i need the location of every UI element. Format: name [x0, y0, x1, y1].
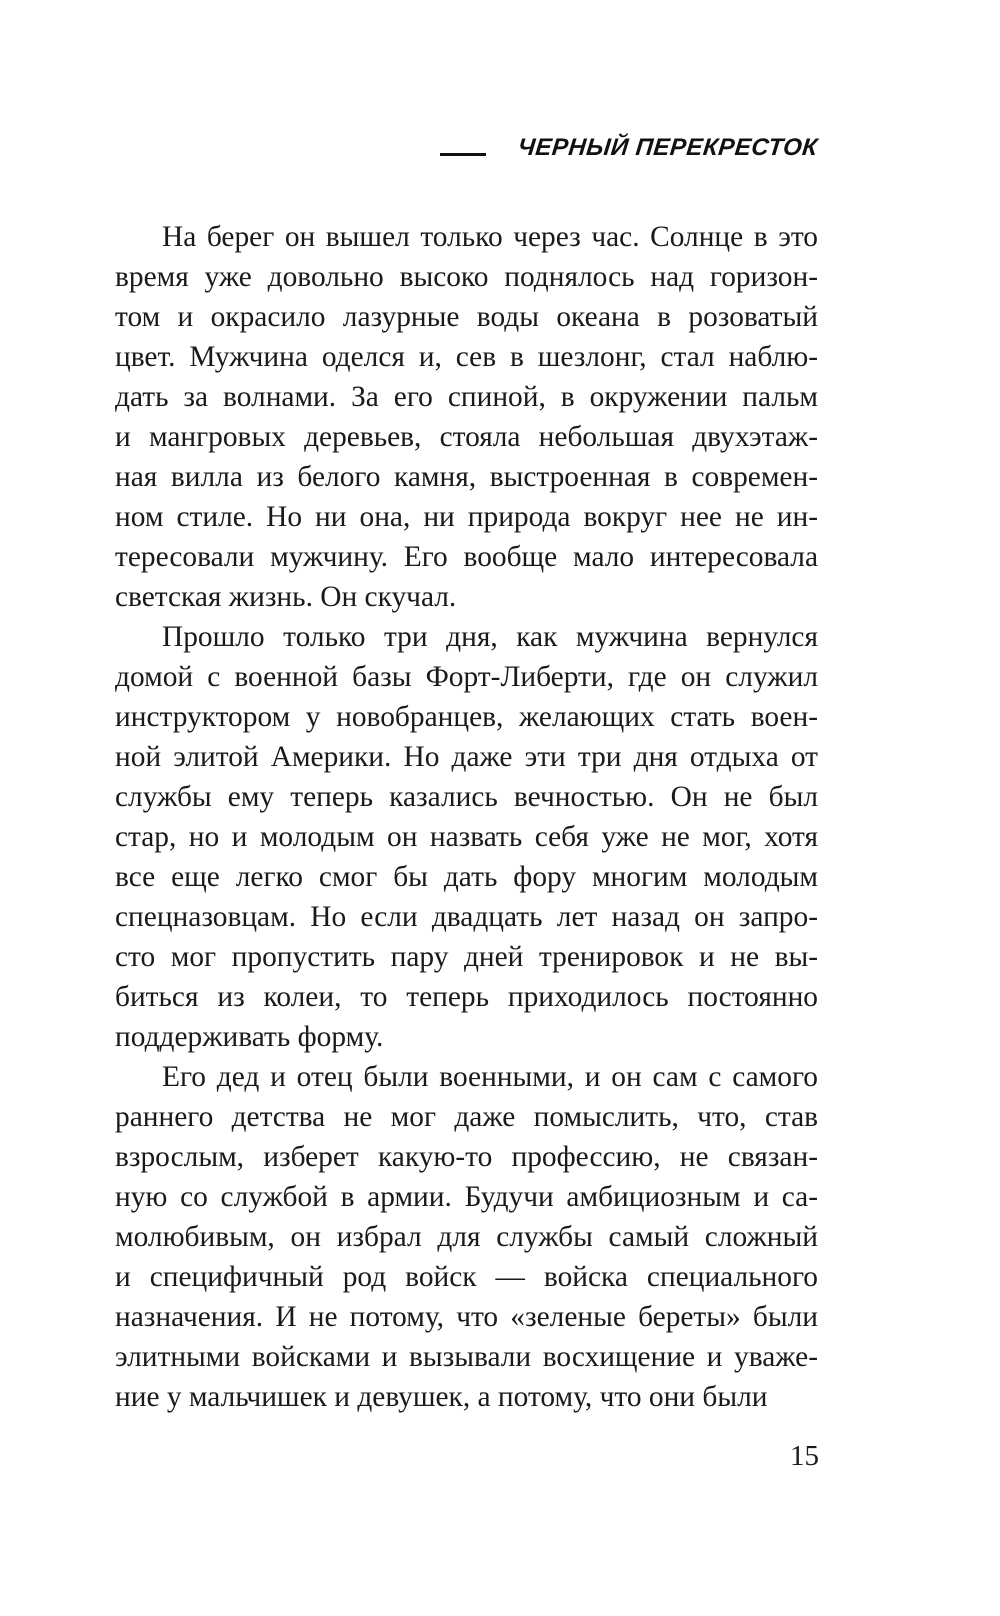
text-line: Его дед и отец были военными, и он сам с самого [162, 1061, 818, 1093]
page-body [115, 217, 818, 1417]
running-header [440, 136, 818, 162]
text-line: инструктором у новобранцев, желающих стать воен- [115, 701, 818, 733]
text-line: поддерживать форму. [115, 1021, 384, 1053]
text-line: ная вилла из белого камня, выстроенная в современ- [115, 461, 818, 493]
text-line: сто мог пропустить пару дней тренировок и не вы- [115, 941, 818, 973]
paragraph [115, 1057, 818, 1417]
text-line: дать за волнами. За его спиной, в окружении пальм [115, 381, 818, 413]
text-line: Прошло только три дня, как мужчина вернулся [162, 621, 818, 653]
page-number: 15 [790, 1440, 819, 1472]
text-line: и специфичный род войск — войска специального [115, 1261, 818, 1293]
header-rule [440, 153, 486, 156]
text-line: все еще легко смог бы дать фору многим молодым [115, 861, 818, 893]
text-line: взрослым, изберет какую-то профессию, не связан- [115, 1141, 818, 1173]
text-line: На берег он вышел только через час. Солнце в это [162, 221, 818, 253]
text-line: время уже довольно высоко поднялось над горизон- [115, 261, 818, 293]
running-title: ЧЕРНЫЙ ПЕРЕКРЕСТОК [517, 134, 820, 161]
text-line: службы ему теперь казались вечностью. Он не был [115, 781, 818, 813]
text-line: биться из колеи, то теперь приходилось постоянно [115, 981, 818, 1013]
text-line: цвет. Мужчина оделся и, сев в шезлонг, стал наблю- [115, 341, 818, 373]
text-line: раннего детства не мог даже помыслить, что, став [115, 1101, 818, 1133]
text-line: светская жизнь. Он скучал. [115, 581, 457, 613]
text-line: ном стиле. Но ни она, ни природа вокруг нее не ин- [115, 501, 818, 533]
text-line: элитными войсками и вызывали восхищение и уваже- [115, 1341, 818, 1373]
text-line: назначения. И не потому, что «зеленые береты» были [115, 1301, 818, 1333]
text-line: ние у мальчишек и девушек, а потому, что они были [115, 1381, 768, 1413]
text-line: ной элитой Америки. Но даже эти три дня отдыха от [115, 741, 818, 773]
text-line: домой с военной базы Форт-Либерти, где он служил [115, 661, 818, 693]
paragraph [115, 217, 818, 617]
text-line: ную со службой в армии. Будучи амбициозным и са- [115, 1181, 818, 1213]
text-line: том и окрасило лазурные воды океана в розоватый [115, 301, 818, 333]
text-line: стар, но и молодым он назвать себя уже не мог, хотя [115, 821, 818, 853]
text-line: спецназовцам. Но если двадцать лет назад он запро- [115, 901, 818, 933]
text-line: и мангровых деревьев, стояла небольшая двухэтаж- [115, 421, 818, 453]
paragraph [115, 617, 818, 1057]
text-line: молюбивым, он избрал для службы самый сложный [115, 1221, 818, 1253]
text-line: тересовали мужчину. Его вообще мало интересовала [115, 541, 818, 573]
